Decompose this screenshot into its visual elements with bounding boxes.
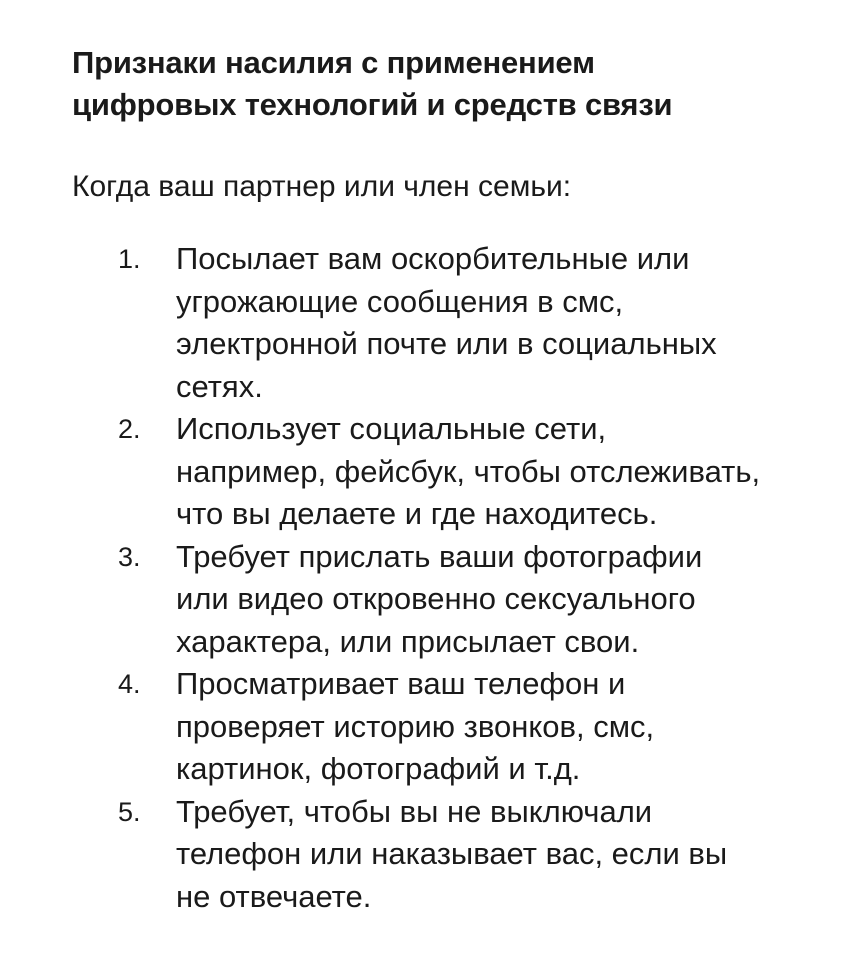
list-item-number: 1. — [118, 244, 141, 274]
list-item-line: угрожающие сообщения в смс, — [176, 283, 624, 319]
list-item-line: картинок, фотографий и т.д. — [176, 751, 581, 786]
list-item-number: 3. — [118, 541, 141, 572]
list-item — [0, 791, 852, 919]
list-item — [0, 238, 852, 408]
list-item-text — [176, 238, 836, 408]
list-item-line: сетях. — [176, 368, 263, 404]
list-item — [0, 408, 852, 536]
list-item-text — [176, 663, 836, 791]
list-item-line: электронной почте или в социальных — [176, 326, 717, 361]
intro-text: Когда ваш партнер или член семьи: — [72, 170, 572, 203]
title-line-1: Признаки насилия с применением — [72, 45, 595, 80]
list-item — [0, 536, 852, 664]
list-item-line: или видео откровенно сексуального — [176, 581, 696, 616]
list-item-line: телефон или наказывает вас, если вы — [176, 836, 728, 871]
list-item-line: характера, или присылает свои. — [176, 623, 640, 659]
list-item-line: например, фейсбук, чтобы отслеживать, — [176, 453, 761, 489]
list-item-line: Посылает вам оскорбительные или — [176, 241, 690, 276]
list-item-text — [176, 536, 836, 664]
list-item-line: Просматривает ваш телефон и — [176, 666, 626, 701]
list-item-line: Требует, чтобы вы не выключали — [176, 793, 653, 829]
title-line-2: цифровых технологий и средств связи — [72, 87, 673, 122]
list-item — [0, 663, 852, 791]
signs-list — [0, 238, 852, 918]
list-item-line: проверяет историю звонков, смс, — [176, 708, 655, 744]
list-item-number: 4. — [118, 669, 141, 699]
list-item-line: что вы делаете и где находитесь. — [176, 496, 658, 531]
list-item-text — [176, 408, 836, 536]
page-title — [72, 42, 812, 126]
list-item-line: Использует социальные сети, — [176, 411, 607, 446]
list-item-text — [176, 791, 836, 919]
list-item-line: не отвечаете. — [176, 878, 372, 914]
list-item-number: 2. — [118, 414, 141, 444]
list-item-number: 5. — [118, 796, 141, 827]
list-item-line: Требует прислать ваши фотографии — [176, 538, 703, 574]
